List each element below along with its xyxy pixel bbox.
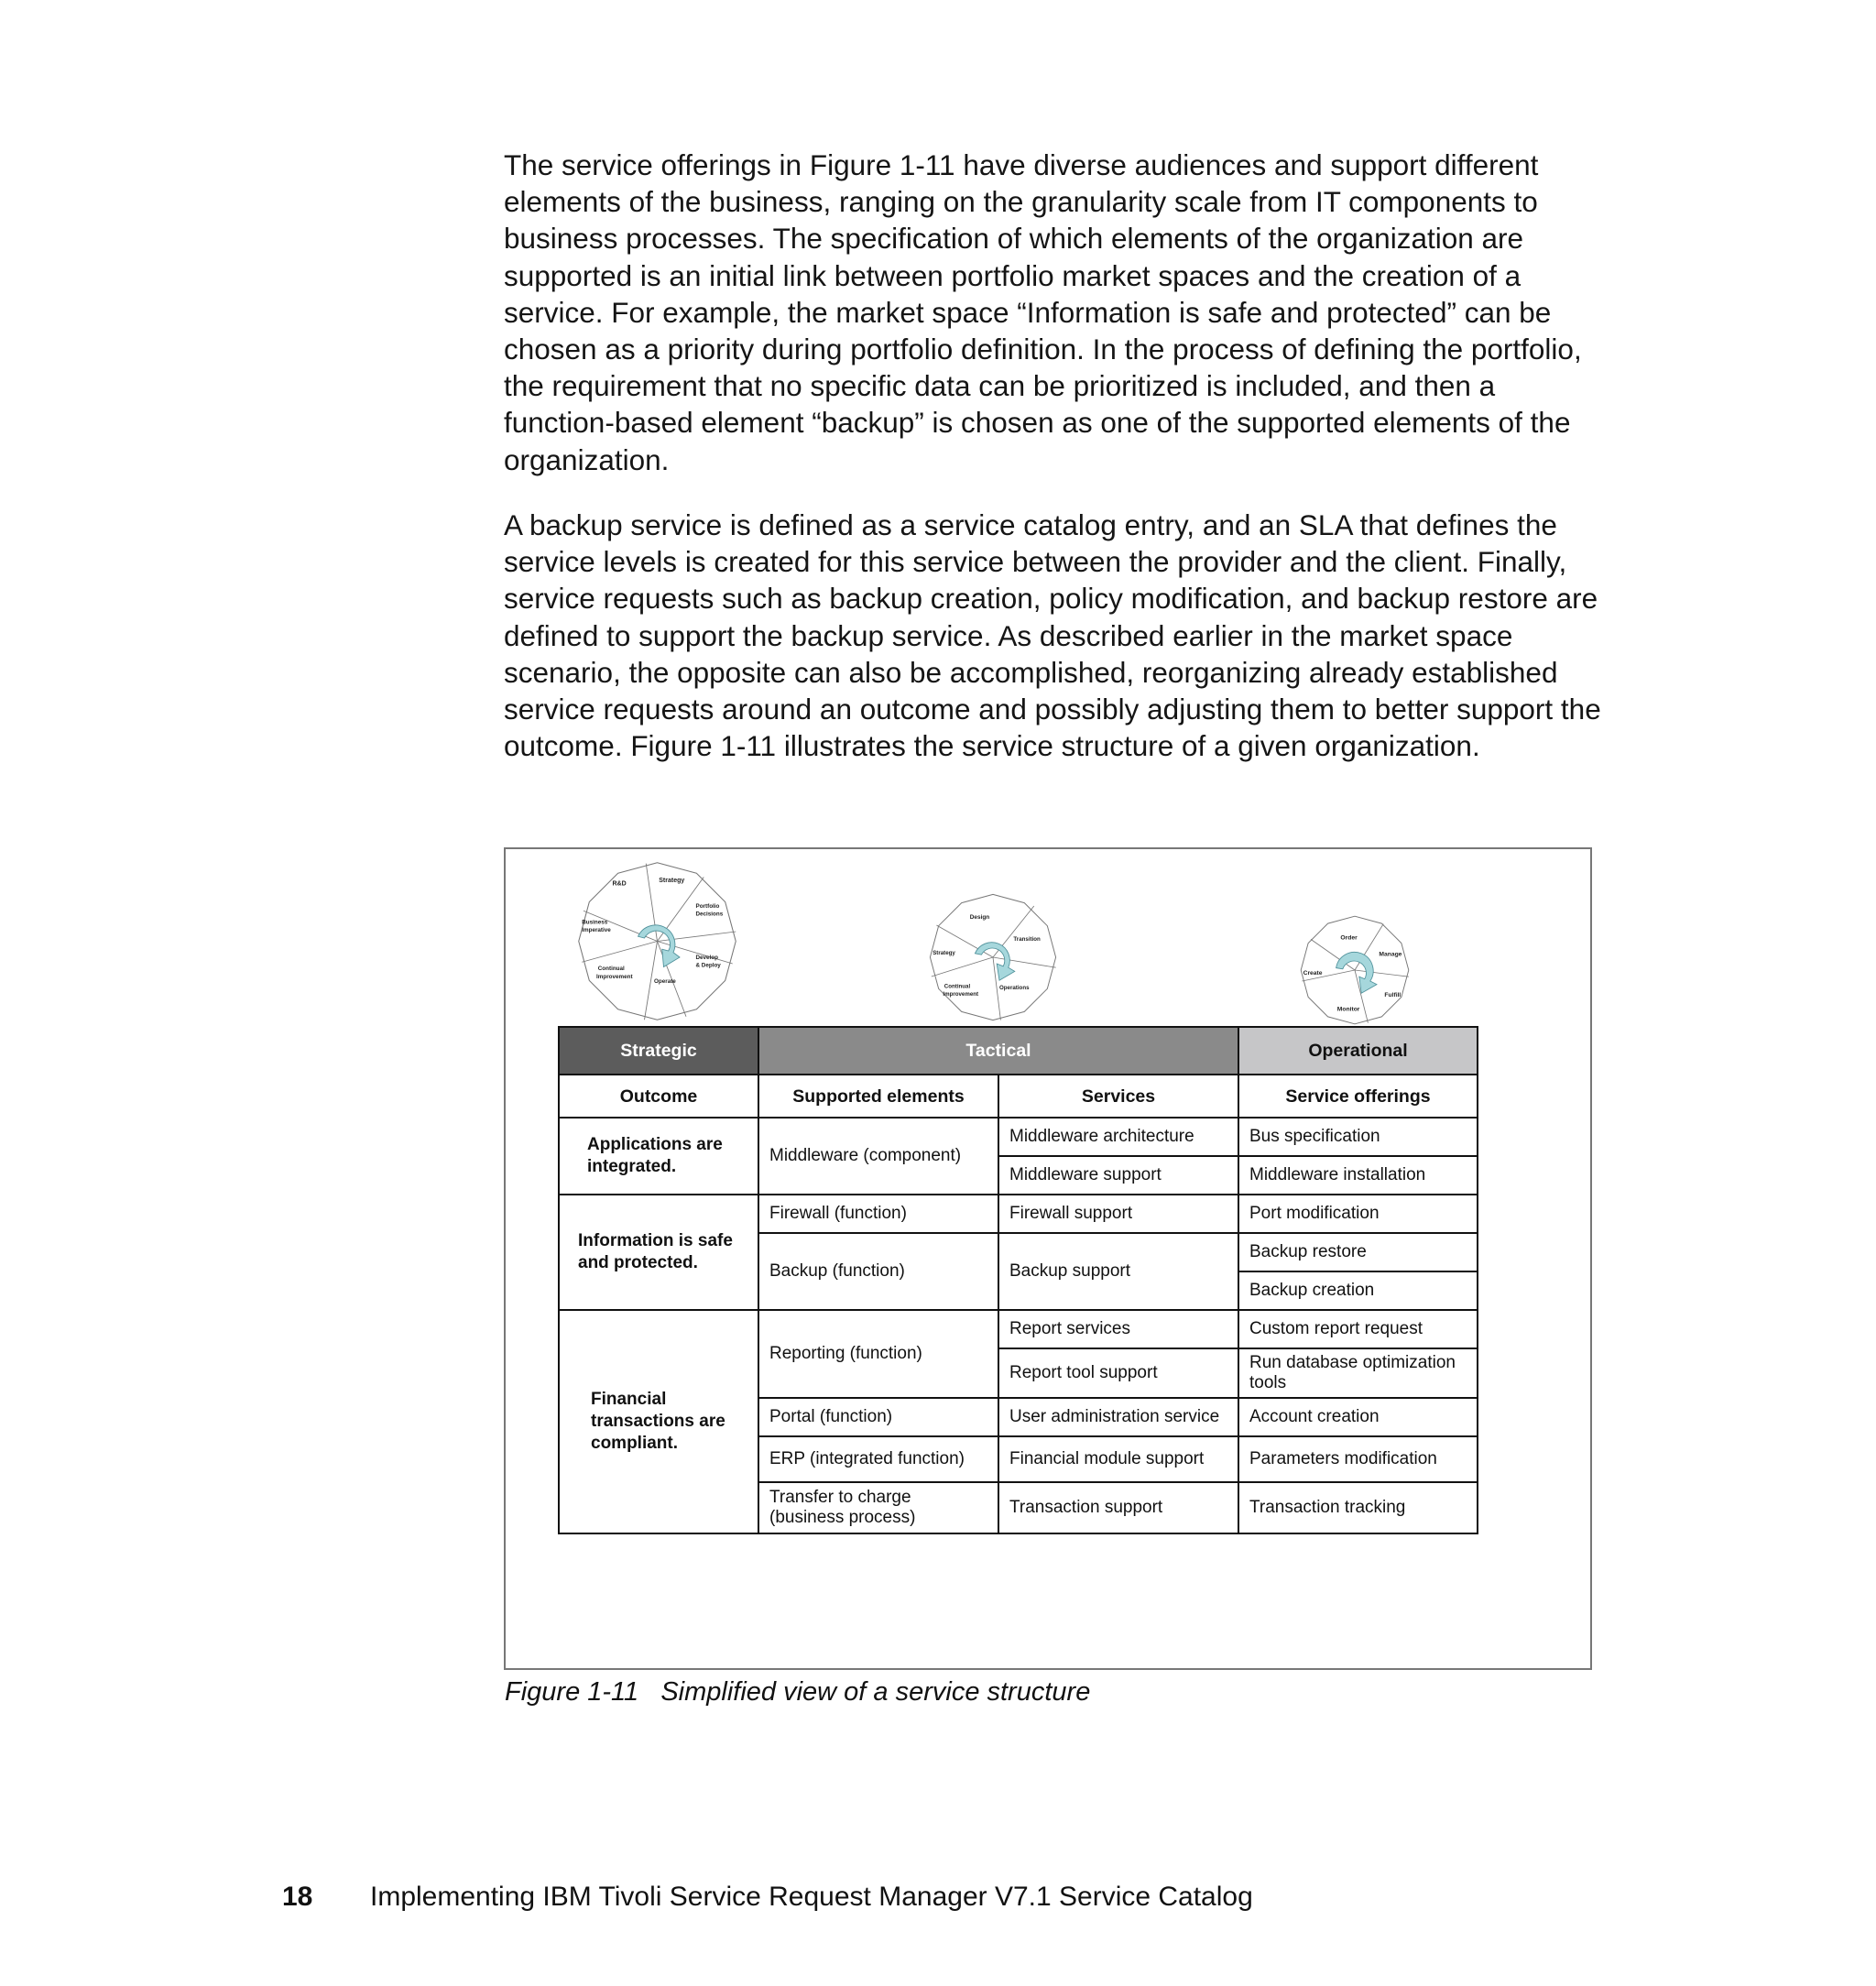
- outcome-cell: Information is safe and protected.: [559, 1195, 758, 1310]
- element-cell: Middleware (component): [758, 1118, 998, 1195]
- tactical-lifecycle-wheel: [929, 893, 1057, 1021]
- outcome-cell: Applications are integrated.: [559, 1118, 758, 1195]
- wheel-label: Improvement: [596, 973, 633, 980]
- service-cell: User administration service: [998, 1398, 1238, 1436]
- wheel-label: Monitor: [1336, 1006, 1360, 1013]
- strategic-lifecycle-wheel: [577, 861, 737, 1021]
- wheel-label: Business: [582, 919, 608, 926]
- element-cell: Firewall (function): [758, 1195, 998, 1233]
- service-cell: Report tool support: [998, 1348, 1238, 1398]
- element-cell: Transfer to charge (business process): [758, 1482, 998, 1533]
- wheel-label: Design: [969, 914, 990, 921]
- wheel-label: Improvement: [943, 991, 979, 998]
- wheel-label: Transition: [1013, 935, 1041, 943]
- service-cell: Middleware architecture: [998, 1118, 1238, 1156]
- offering-cell: Bus specification: [1238, 1118, 1478, 1156]
- offering-cell: Backup creation: [1238, 1271, 1478, 1310]
- offering-cell: Port modification: [1238, 1195, 1478, 1233]
- element-cell: Reporting (function): [758, 1310, 998, 1398]
- wheel-label: Imperative: [582, 927, 611, 933]
- header-supported-elements: Supported elements: [758, 1075, 998, 1118]
- band-tactical: Tactical: [758, 1027, 1238, 1075]
- element-cell: Backup (function): [758, 1233, 998, 1310]
- element-cell: Portal (function): [758, 1398, 998, 1436]
- offering-cell: Custom report request: [1238, 1310, 1478, 1348]
- body-paragraph-1: The service offerings in Figure 1-11 have diverse audiences and support different elements of the business, ranging on the granularity scale from IT components to business processes. The specification of which elements of the organization are supported is an initial link between portfolio market spaces and the creation of a service. For example, the market space “Information is safe and protected” can be chosen as a priority during portfolio definition. In the process of defining the portfolio, the requirement that no specific data can be prioritized is included, and then a function-based element “backup” is chosen as one of the supported elements of the organization.: [504, 148, 1582, 476]
- wheel-label: Continual: [597, 966, 625, 972]
- service-cell: Transaction support: [998, 1482, 1238, 1533]
- header-services: Services: [998, 1075, 1238, 1118]
- offering-cell: Backup restore: [1238, 1233, 1478, 1271]
- band-operational: Operational: [1238, 1027, 1478, 1075]
- page-number: 18: [282, 1882, 313, 1912]
- header-outcome: Outcome: [559, 1075, 758, 1118]
- outcome-cell: Financial transactions are compliant.: [559, 1310, 758, 1533]
- wheel-label: Operations: [999, 985, 1030, 991]
- wheel-label: Strategy: [933, 950, 955, 957]
- wheel-label: & Deploy: [695, 962, 721, 969]
- wheel-label: Order: [1340, 934, 1358, 942]
- column-header-row: [559, 1075, 1478, 1118]
- wheel-label: Continual: [943, 983, 971, 990]
- service-cell: Financial module support: [998, 1436, 1238, 1482]
- wheel-label: Portfolio: [695, 902, 720, 910]
- layer-band-row: [559, 1027, 1478, 1075]
- service-cell: Firewall support: [998, 1195, 1238, 1233]
- figure-caption: Figure 1-11 Simplified view of a service structure: [505, 1677, 1091, 1707]
- offering-cell: Middleware installation: [1238, 1156, 1478, 1195]
- wheel-label: Decisions: [695, 911, 724, 918]
- service-structure-table: [558, 1026, 1478, 1534]
- band-strategic: Strategic: [559, 1027, 758, 1075]
- body-paragraph-2: A backup service is defined as a service catalog entry, and an SLA that defines the service levels is created for this service between the provider and the client. Finally, service requests such as backup creation, policy modification, and backup restore are defined to support the backup service. As described earlier in the market space scenario, the opposite can also be accomplished, reorganizing already established service requests around an outcome and possibly adjusting them to better support the outcome. Figure 1-11 illustrates the service structure of a given organization.: [504, 508, 1601, 763]
- table-row: [559, 1310, 1478, 1348]
- offering-cell: Parameters modification: [1238, 1436, 1478, 1482]
- element-cell: ERP (integrated function): [758, 1436, 998, 1482]
- wheel-label: Create: [1303, 969, 1323, 977]
- offering-cell: Transaction tracking: [1238, 1482, 1478, 1533]
- table-row: [559, 1195, 1478, 1233]
- table-row: [559, 1118, 1478, 1156]
- service-cell: Report services: [998, 1310, 1238, 1348]
- wheel-label: R&D: [612, 880, 627, 888]
- wheel-label: Operate: [654, 978, 676, 985]
- wheel-label: Develop: [695, 954, 718, 961]
- wheel-label: Manage: [1379, 951, 1402, 958]
- operational-lifecycle-wheel: [1300, 915, 1410, 1025]
- offering-cell: Account creation: [1238, 1398, 1478, 1436]
- service-structure-figure: [504, 847, 1592, 1670]
- wheel-label: Strategy: [659, 877, 685, 884]
- header-service-offerings: Service offerings: [1238, 1075, 1478, 1118]
- service-cell: Middleware support: [998, 1156, 1238, 1195]
- wheel-label: Fulfill: [1384, 991, 1402, 998]
- offering-cell: Run database optimization tools: [1238, 1348, 1478, 1398]
- service-cell: Backup support: [998, 1233, 1238, 1310]
- running-footer-title: Implementing IBM Tivoli Service Request Manager V7.1 Service Catalog: [370, 1882, 1253, 1912]
